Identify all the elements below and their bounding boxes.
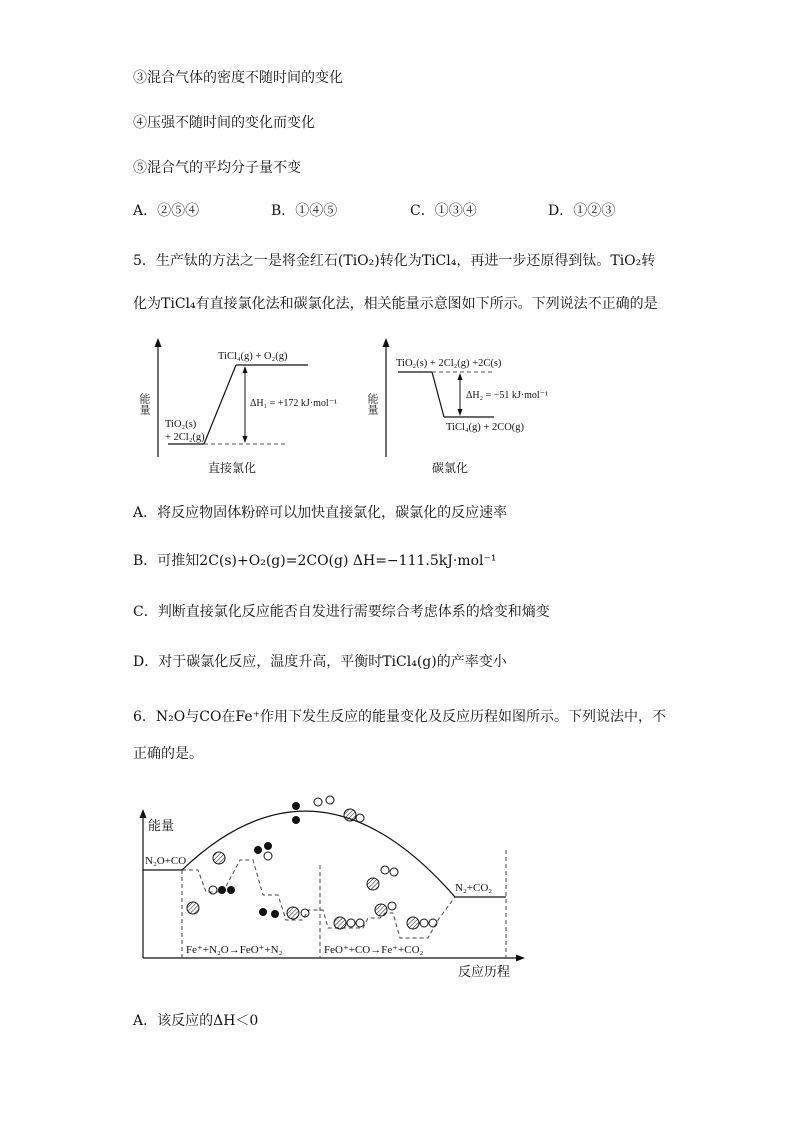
option-value: ①③④: [434, 203, 477, 219]
statement-5: ⑤混合气的平均分子量不变: [133, 160, 301, 176]
direct-chlorination-diagram: [140, 335, 360, 480]
y-axis-label: 能量: [138, 393, 150, 415]
option-value: ①④⑤: [295, 203, 338, 219]
top-species: TiCl₄(g) + O₂(g): [218, 351, 288, 362]
option-letter: D．: [548, 203, 574, 219]
q6-option-a[interactable]: A．该反应的ΔH＜0: [133, 1013, 259, 1029]
step2-label: FeO⁺+CO→Fe⁺+CO₂: [324, 944, 424, 956]
products-label: N₂+CO₂: [455, 882, 493, 894]
q5-stem-line2: 化为TiCl₄有直接氯化法和碳氯化法，相关能量示意图如下所示。下列说法不正确的是: [133, 296, 658, 312]
reactants-label: N₂O+CO: [145, 855, 187, 867]
bottom-species-1: TiO₂(s): [165, 419, 197, 430]
delta-h1: ΔH₁ = +172 kJ·mol⁻¹: [250, 398, 337, 409]
delta-h2: ΔH₂ = −51 kJ·mol⁻¹: [466, 390, 548, 401]
bottom-species: TiCl₄(g) + 2CO(g): [446, 422, 525, 433]
q4-option-b[interactable]: [271, 200, 337, 220]
fe-ion-icon: [187, 902, 199, 914]
q4-option-d[interactable]: [548, 200, 615, 220]
statement-3: ③混合气体的密度不随时间的变化: [133, 70, 343, 86]
option-value: ①②③: [573, 203, 616, 219]
carbochlorination-diagram: [366, 335, 572, 480]
option-value: ②⑤④: [157, 203, 200, 219]
option-letter: A．: [133, 203, 158, 219]
q5-option-c[interactable]: C．判断直接氯化反应能否自发进行需要综合考虑体系的焓变和熵变: [133, 604, 550, 620]
bottom-species-2: + 2Cl₂(g): [165, 432, 205, 443]
q5-option-d[interactable]: D．对于碳氯化反应，温度升高，平衡时TiCl₄(g)的产率变小: [133, 654, 507, 670]
option-letter: B．: [271, 203, 296, 219]
q5-option-a[interactable]: A．将反应物固体粉碎可以加快直接氯化，碳氯化的反应速率: [133, 505, 508, 521]
option-letter: C．: [410, 203, 435, 219]
y-axis-label: 能量: [148, 818, 175, 833]
step1-label: Fe⁺+N₂O→FeO⁺+N₂: [186, 944, 283, 956]
statement-4: ④压强不随时间的变化而变化: [133, 115, 315, 131]
top-species: TiO₂(s) + 2Cl₂(g) +2C(s): [396, 358, 502, 369]
q5-option-b[interactable]: B．可推知2C(s)+O₂(g)=2CO(g) ΔH=−111.5kJ·mol⁻¹: [133, 553, 497, 569]
y-axis-label: 能量: [366, 393, 378, 415]
q4-option-c[interactable]: [410, 200, 477, 220]
q4-option-a[interactable]: [133, 200, 199, 220]
reaction-pathway-diagram: [128, 780, 528, 980]
caption: 直接氯化: [208, 461, 257, 475]
x-axis-label: 反应历程: [458, 964, 511, 979]
q6-stem-line2: 正确的是。: [133, 746, 203, 762]
caption: 碳氯化: [432, 461, 469, 475]
q6-stem-line1: 6．N₂O与CO在Fe⁺作用下发生反应的能量变化及反应历程如图所示。下列说法中，不: [133, 709, 667, 725]
q5-stem-line1: 5．生产钛的方法之一是将金红石(TiO₂)转化为TiCl₄，再进一步还原得到钛。TiO₂转: [133, 253, 656, 269]
